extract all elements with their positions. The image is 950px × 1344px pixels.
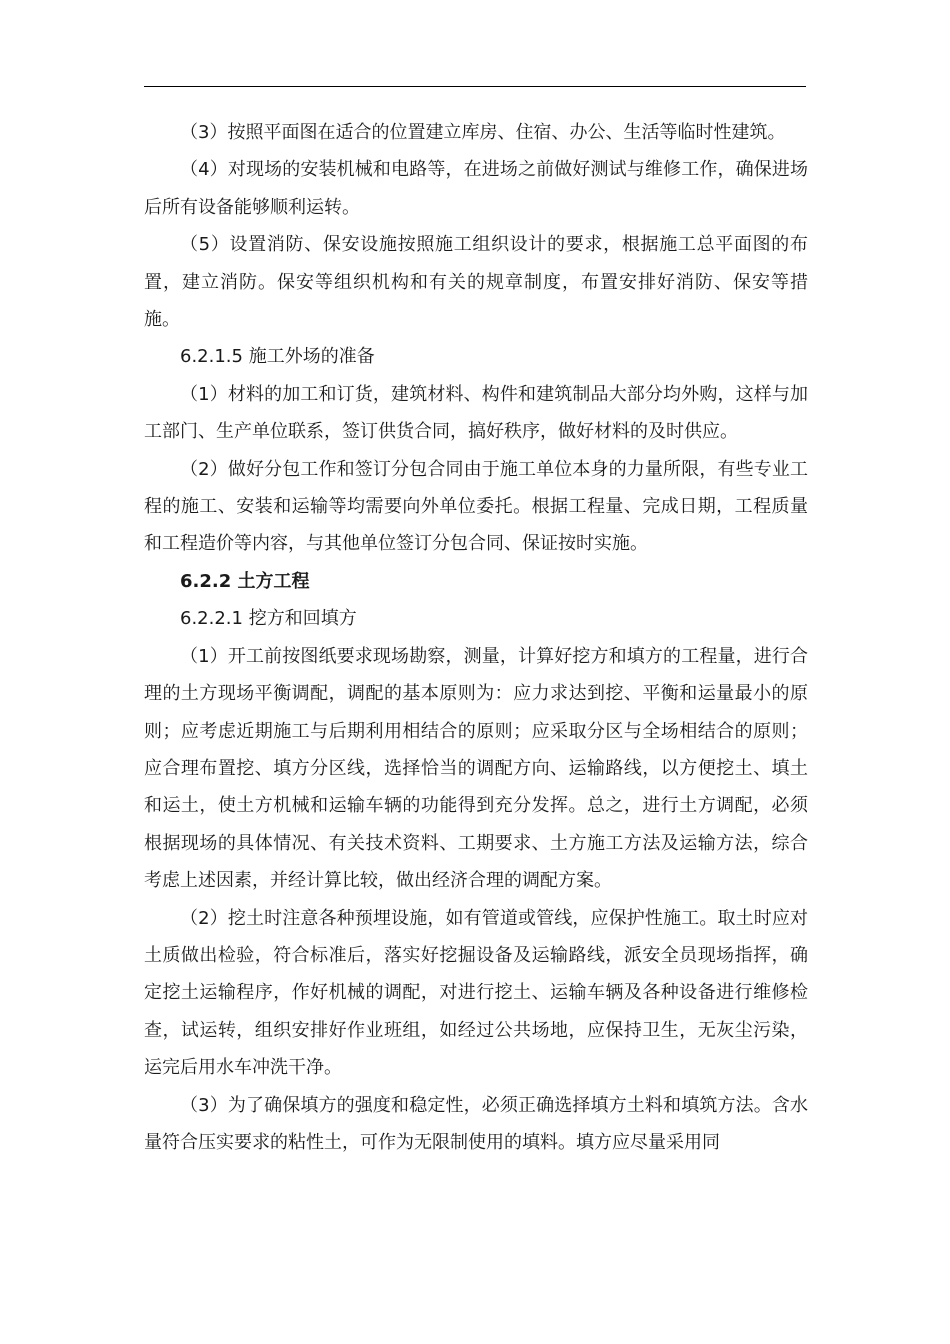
- paragraph-item-3: （3）按照平面图在适合的位置建立库房、住宿、办公、生活等临时性建筑。: [180, 122, 786, 143]
- document-body: [144, 114, 808, 1161]
- section-heading-6-2-2: 6.2.2 土方工程: [180, 570, 310, 592]
- paragraph-item-4: （4）对现场的安装机械和电路等，在进场之前做好测试与维修工作，确保进场后所有设备能够顺利运转。: [144, 159, 808, 218]
- section-heading-6-2-2-1: 6.2.2.1 挖方和回填方: [180, 608, 357, 630]
- paragraph-item-5: （5）设置消防、保安设施按照施工组织设计的要求，根据施工总平面图的布置，建立消防。保安等组织机构和有关的规章制度，布置安排好消防、保安等措施。: [144, 234, 808, 331]
- paragraph-excavation-2: （2）挖土时注意各种预埋设施，如有管道或管线，应保护性施工。取土时应对土质做出检验，符合标准后，落实好挖掘设备及运输路线，派安全员现场指挥，确定挖土运输程序，作好机械的调配，对进行挖土、运输车辆及各种设备进行维修检查，试运转，组织安排好作业班组，如经过公共场地，应保持卫生，无灰尘污染，运完后用水车冲洗干净。: [144, 907, 808, 1079]
- header-rule: [144, 86, 806, 87]
- paragraph-materials: （1）材料的加工和订货，建筑材料、构件和建筑制品大部分均外购，这样与加工部门、生产单位联系，签订供货合同，搞好秩序，做好材料的及时供应。: [144, 383, 808, 443]
- paragraph-excavation-1: （1）开工前按图纸要求现场勘察，测量，计算好挖方和填方的工程量，进行合理的土方现场平衡调配，调配的基本原则为：应力求达到挖、平衡和运量最小的原则；应考虑近期施工与后期利用相结合的原则；应采取分区与全场相结合的原则；应合理布置挖、填方分区线，选择恰当的调配方向、运输路线，以方便挖土、填土和运土，使土方机械和运输车辆的功能得到充分发挥。总之，进行土方调配，必须根据现场的具体情况、有关技术资料、工期要求、土方施工方法及运输方法，综合考虑上述因素，并经计算比较，做出经济合理的调配方案。: [144, 645, 808, 892]
- section-heading-6-2-1-5: 6.2.1.5 施工外场的准备: [180, 346, 375, 368]
- paragraph-excavation-3: （3）为了确保填方的强度和稳定性，必须正确选择填方土料和填筑方法。含水量符合压实要求的粘性土，可作为无限制使用的填料。填方应尽量采用同: [144, 1094, 808, 1153]
- paragraph-subcontract: （2）做好分包工作和签订分包合同由于施工单位本身的力量所限，有些专业工程的施工、安装和运输等均需要向外单位委托。根据工程量、完成日期，工程质量和工程造价等内容，与其他单位签订分包合同、保证按时实施。: [144, 458, 808, 555]
